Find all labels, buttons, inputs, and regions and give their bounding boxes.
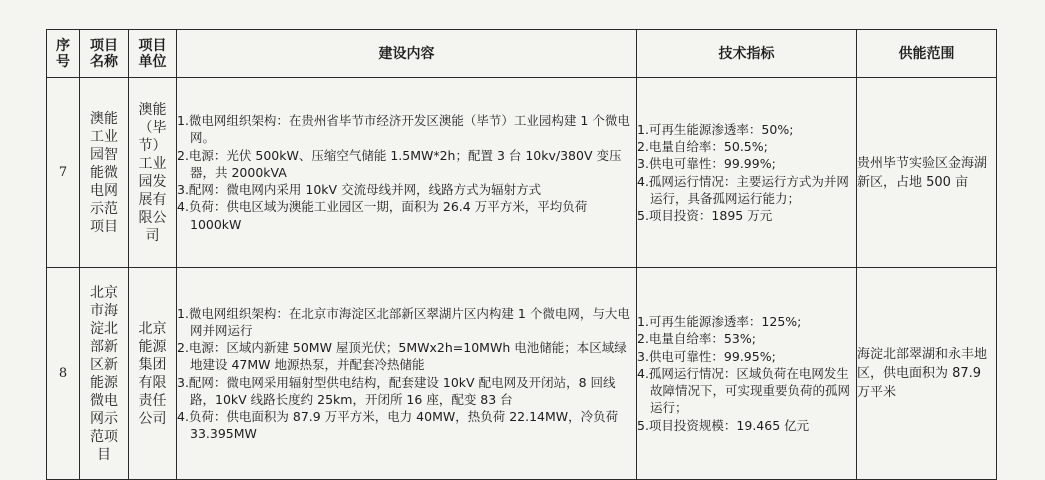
supply-scope: 海淀北部翠湖和永丰地区，供电面积为 87.9 万平米	[857, 268, 997, 480]
project-name: 北京 市海 淀北 部新 区新 能源 微电 网示 范项 目	[80, 268, 129, 480]
header-tech: 技术指标	[637, 30, 857, 78]
construction-content: 1.微电网组织架构：在贵州省毕节市经济开发区澳能（毕节）工业园构建 1 个微电网。 2.电源：光伏 500kW、压缩空气储能 1.5MW*2h；配置 3 台 10kv/380V 变压器，共 2000kVA 3.配网：微电网内采用 10kV 交流母线并网，线路方式为辐射方式 4.负荷：供电区域为澳能工业园区一期，面积为 26.4 万平方米，平均负荷 1000kW	[177, 78, 637, 268]
project-unit: 澳能 （毕 节） 工业 园发 展有 限公 司	[129, 78, 177, 268]
project-table	[46, 29, 997, 480]
tech-indicators: 1.可再生能源渗透率：50%; 2.电量自给率：50.5%; 3.供电可靠性：99.99%; 4.孤网运行情况：主要运行方式为并网运行，具备孤网运行能力； 5.项目投资：1895 万元	[637, 78, 857, 268]
table-row	[47, 268, 997, 480]
project-name: 澳能 工业 园智 能微 电网 示范 项目	[80, 78, 129, 268]
header-row	[47, 30, 997, 78]
supply-scope: 贵州毕节实验区金海湖新区，占地 500 亩	[857, 78, 997, 268]
row-number: 7	[47, 78, 80, 268]
header-construction: 建设内容	[177, 30, 637, 78]
construction-content: 1.微电网组织架构：在北京市海淀区北部新区翠湖片区内构建 1 个微电网，与大电网并网运行 2.电源：区域内新建 50MW 屋顶光伏；5MWx2h=10MWh 电池储能；本区域绿地建设 47MW 地源热泵，并配套冷热储能 3.配网：微电网采用辐射型供电结构，配套建设 10kV 配电网及开闭站，8 回线路，10kV 线路长度约 25km，开闭所 16 座，配变 83 台 4.负荷：供电面积为 87.9 万平方米，电力 40MW，热负荷 22.14MW，冷负荷 33.395MW	[177, 268, 637, 480]
header-project-unit: 项目 单位	[129, 30, 177, 78]
header-index: 序 号	[47, 30, 80, 78]
header-scope: 供能范围	[857, 30, 997, 78]
header-project-name: 项目 名称	[80, 30, 129, 78]
project-unit: 北京 能源 集团 有限 责任 公司	[129, 268, 177, 480]
table-row	[47, 78, 997, 268]
tech-indicators: 1.可再生能源渗透率：125%; 2.电量自给率：53%; 3.供电可靠性：99.95%; 4.孤网运行情况：区域负荷在电网发生故障情况下，可实现重要负荷的孤网运行； 5.项目投资规模：19.465 亿元	[637, 268, 857, 480]
row-number: 8	[47, 268, 80, 480]
